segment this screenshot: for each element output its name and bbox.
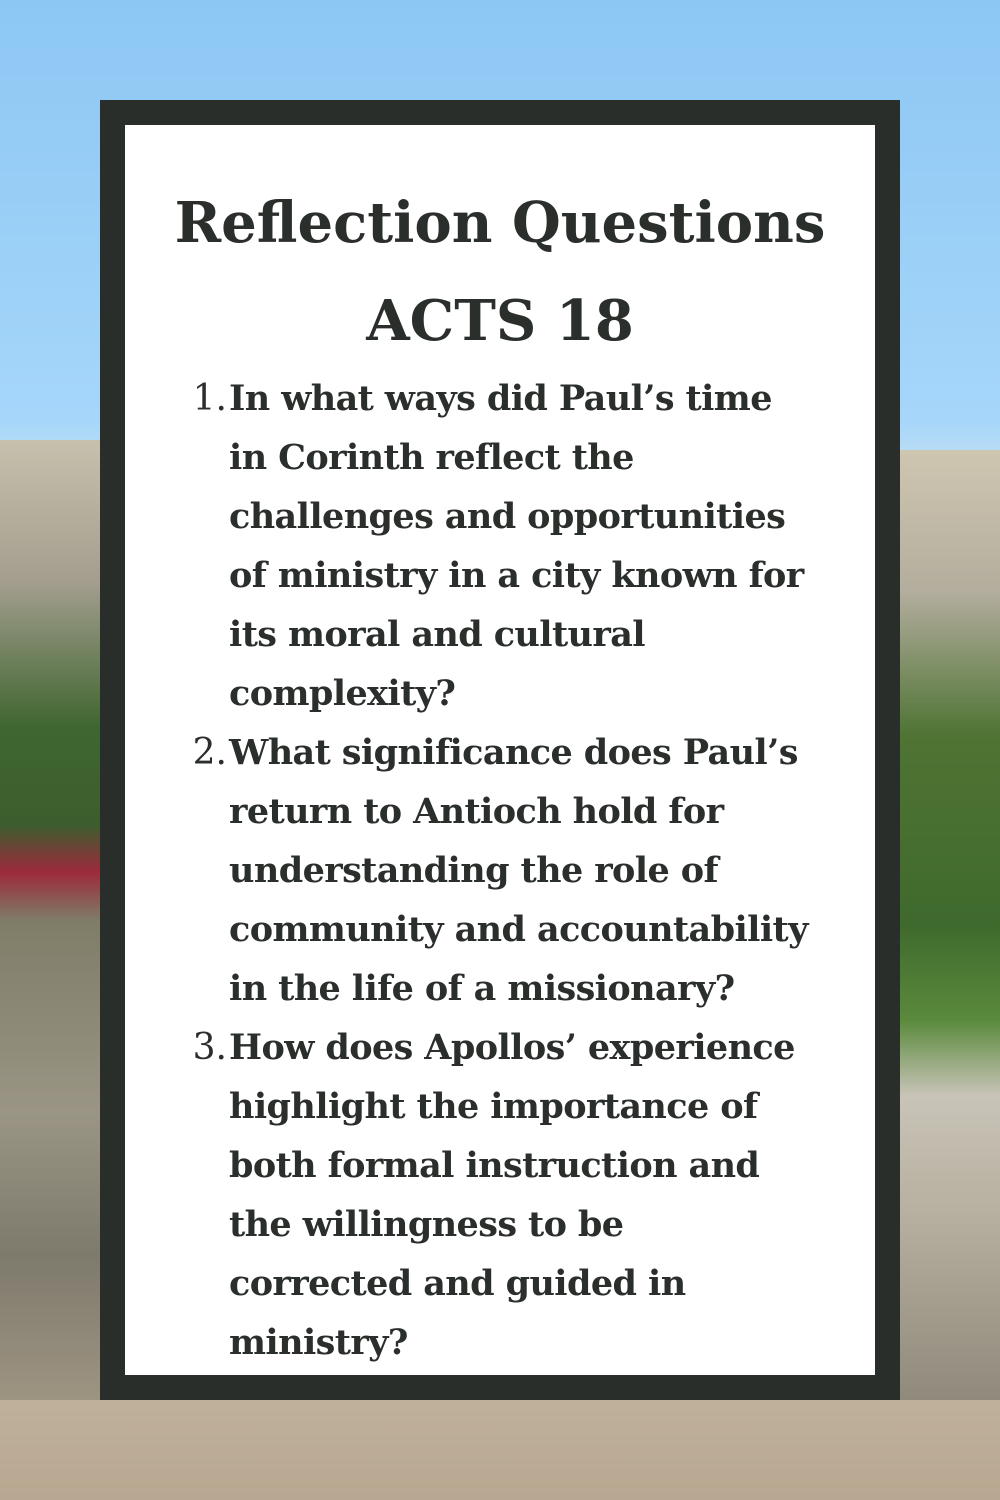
page-title: Reflection Questions: [174, 190, 826, 256]
question-text-line: What significance does Paul’s: [229, 732, 798, 773]
background-photo-left-edge: [0, 440, 100, 1400]
page-subtitle: ACTS 18: [366, 288, 634, 354]
question-text-line: understanding the role of: [229, 850, 718, 891]
question-text-line: ministry?: [229, 1322, 408, 1363]
question-text-line: complexity?: [229, 673, 456, 714]
question-item: [185, 369, 885, 723]
question-item: [185, 1018, 885, 1372]
question-list: [185, 369, 885, 1372]
question-text-line: highlight the importance of: [229, 1086, 758, 1127]
question-number: 1.: [192, 378, 227, 419]
question-text-line: How does Apollos’ experience: [229, 1027, 795, 1068]
question-number: 2.: [192, 732, 227, 773]
question-text-line: both formal instruction and: [229, 1145, 760, 1186]
question-item: [185, 723, 885, 1018]
question-text-line: in the life of a missionary?: [229, 968, 735, 1009]
question-text-line: of ministry in a city known for: [229, 555, 804, 596]
question-text-line: in Corinth reflect the: [229, 437, 634, 478]
question-text-line: community and accountability: [229, 909, 808, 950]
question-text: [229, 723, 808, 1018]
question-text-line: challenges and opportunities: [229, 496, 786, 537]
question-text-line: In what ways did Paul’s time: [229, 378, 772, 419]
question-text: [229, 1018, 795, 1372]
background-photo-right-edge: [900, 450, 1000, 1400]
question-number: 3.: [192, 1027, 227, 1068]
question-text: [229, 369, 804, 723]
question-text-line: the willingness to be: [229, 1204, 624, 1245]
question-text-line: its moral and cultural: [229, 614, 645, 655]
question-text-line: return to Antioch hold for: [229, 791, 724, 832]
question-text-line: corrected and guided in: [229, 1263, 686, 1304]
question-card: [100, 100, 900, 1400]
